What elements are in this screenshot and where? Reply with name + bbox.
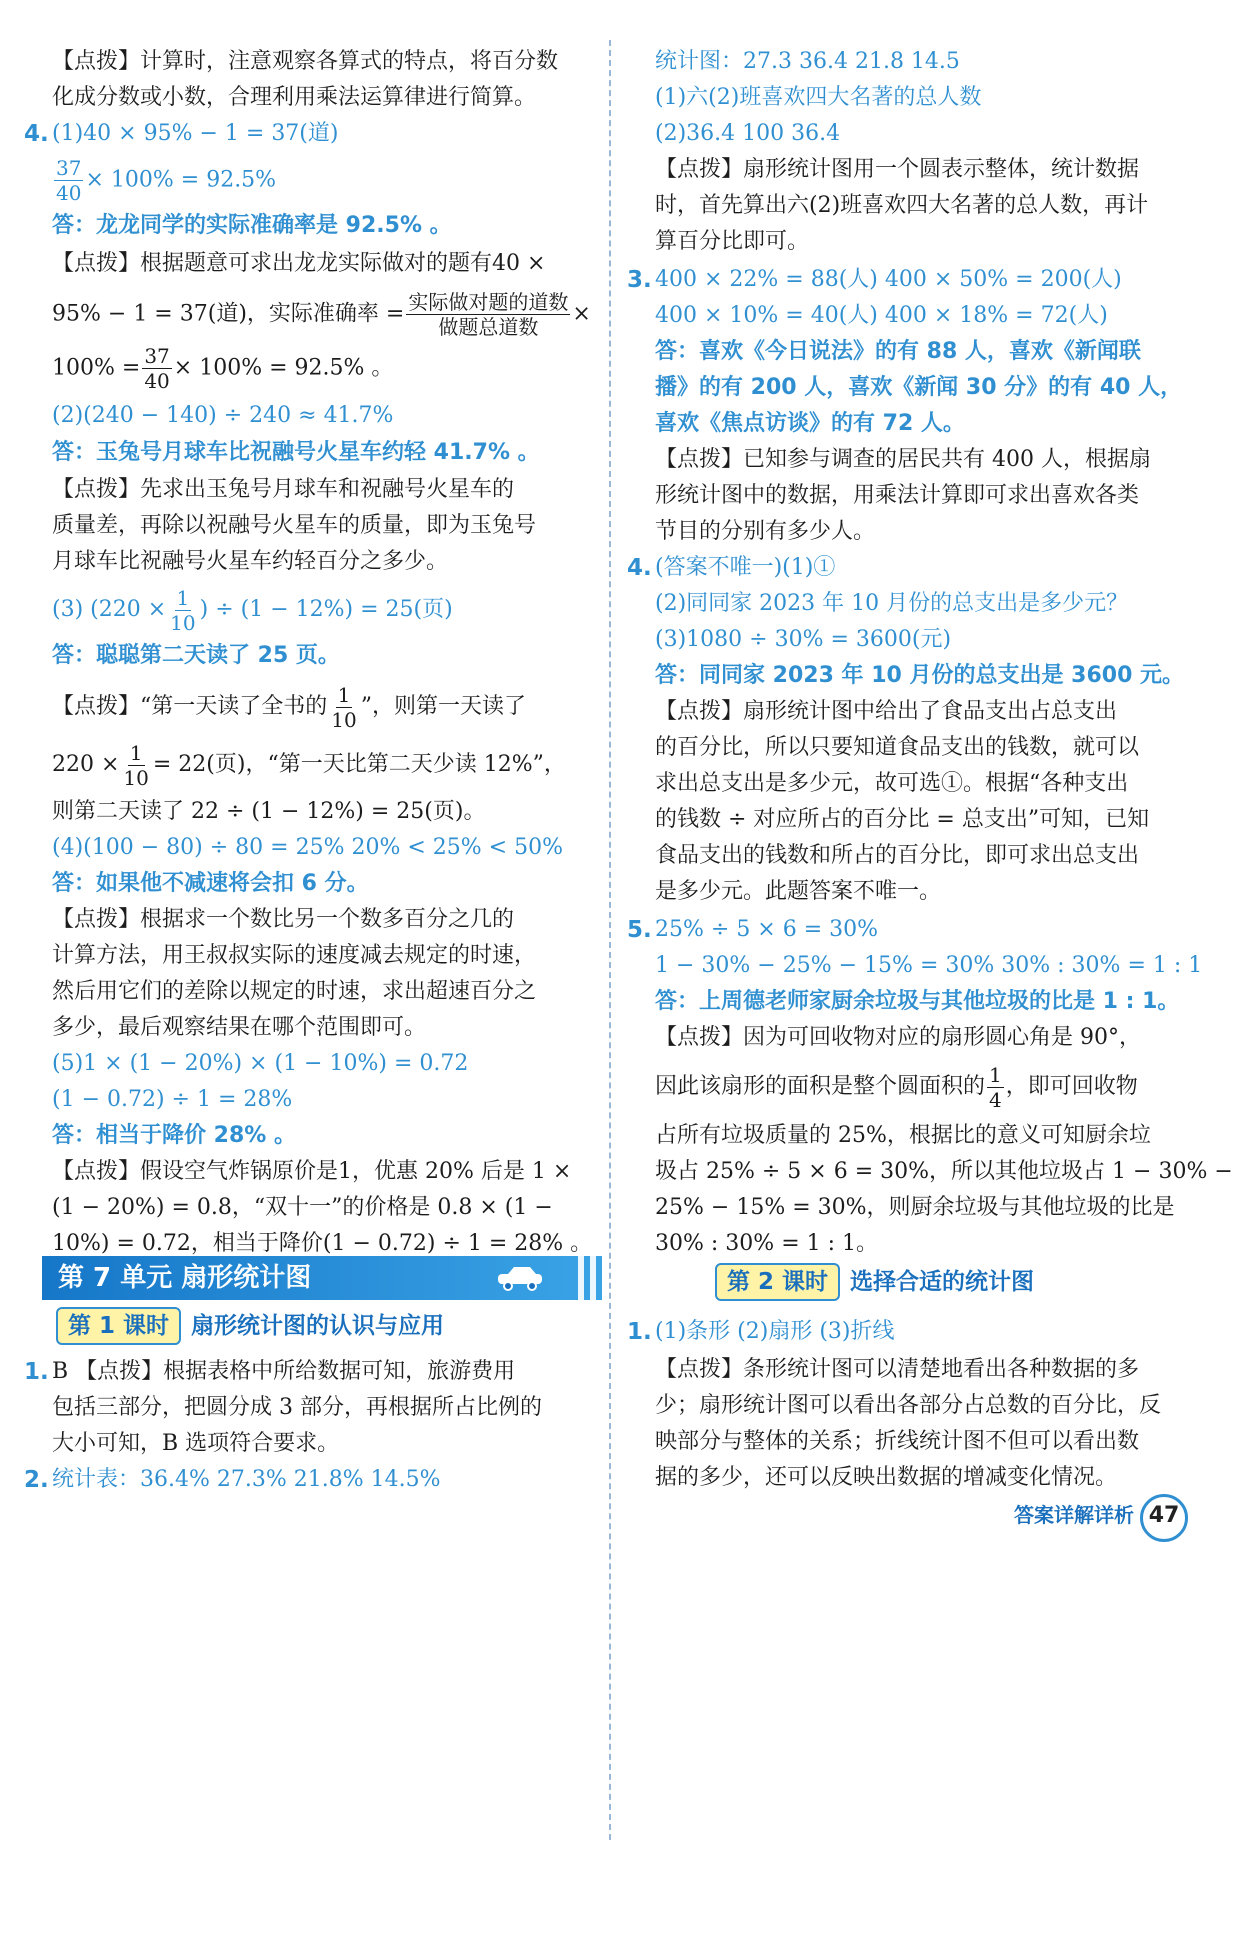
tip-line: 【点拨】根据求一个数比另一个数多百分之几的 xyxy=(52,907,515,932)
answer-line: 400 × 10% = 40(人) 400 × 18% = 72(人) xyxy=(655,303,1108,328)
question-4-part-1: 4. (1)40 × 95% − 1 = 37(道) xyxy=(52,118,338,150)
answer-line: 答：喜欢《今日说法》的有 88 人，喜欢《新闻联 xyxy=(655,339,1141,364)
tip-line: 算百分比即可。 xyxy=(655,229,810,254)
page-footer xyxy=(1014,1494,1188,1542)
question-number: 3. xyxy=(627,267,652,293)
question-number: 1. xyxy=(627,1319,652,1345)
question-4-part-4: (4)(100 − 80) ÷ 80 = 25% 20% < 25% < 50% xyxy=(52,835,563,860)
tip-line: 【点拨】已知参与调查的居民共有 400 人，根据扇 xyxy=(655,447,1151,472)
tip-line: 映部分与整体的关系；折线统计图不但可以看出数 xyxy=(655,1429,1140,1454)
tip-line: 【点拨】因为可回收物对应的扇形圆心角是 90°， xyxy=(655,1025,1141,1050)
tip-line: 的百分比，所以只要知道食品支出的钱数，就可以 xyxy=(655,735,1140,760)
tip-line: 【点拨】假设空气炸锅原价是1，优惠 20% 后是 1 × xyxy=(52,1159,572,1184)
tip-line: 100% = $\frac{37}{40}$ × 100% = 92.5% 。 xyxy=(52,344,394,393)
tip-line: 节目的分别有多少人。 xyxy=(655,519,876,544)
answer-line: (3)1080 ÷ 30% = 3600(元) xyxy=(655,627,952,652)
tip-line: 【点拨】扇形统计图用一个圆表示整体，统计数据 xyxy=(655,157,1140,182)
tip-line: 10%) = 0.72，相当于降价(1 − 0.72) ÷ 1 = 28% 。 xyxy=(52,1231,593,1256)
lesson-title: 扇形统计图的认识与应用 xyxy=(191,1313,445,1339)
unit-banner xyxy=(42,1256,602,1300)
lesson-badge: 第 1 课时 xyxy=(56,1307,181,1345)
question-2: 2. 统计表：36.4% 27.3% 21.8% 14.5% xyxy=(52,1464,441,1496)
tip-line: 据的多少，还可以反映出数据的增减变化情况。 xyxy=(655,1465,1118,1490)
tip-line: 多少，最后观察结果在哪个范围即可。 xyxy=(52,1015,427,1040)
fraction-line: $\frac{37}{40}$ × 100% = 92.5% xyxy=(56,156,277,205)
tip-line: 【点拨】扇形统计图中给出了食品支出占总支出 xyxy=(655,699,1118,724)
question-4-part-5b: (1 − 0.72) ÷ 1 = 28% xyxy=(52,1087,293,1112)
answer-line: 答：相当于降价 28% 。 xyxy=(52,1123,296,1148)
answer-line: 答：玉兔号月球车比祝融号火星车约轻 41.7% 。 xyxy=(52,440,540,465)
tip-line: 质量差，再除以祝融号火星车的质量，即为玉兔号 xyxy=(52,513,537,538)
footer-label: 答案详解详析 xyxy=(1014,1503,1134,1527)
lesson-1-header xyxy=(56,1306,444,1346)
tip-line: 【点拨】“第一天读了全书的 $\frac{1}{10}$ ”，则第一天读了 xyxy=(52,682,526,732)
question-number: 5. xyxy=(627,917,652,943)
question-number: 2. xyxy=(24,1467,49,1493)
tip-line: 大小可知，B 选项符合要求。 xyxy=(52,1431,340,1456)
question-number: 1. xyxy=(24,1359,49,1385)
answer-line: 答：如果他不减速将会扣 6 分。 xyxy=(52,871,369,896)
tip-line: 【点拨】先求出玉兔号月球车和祝融号火星车的 xyxy=(52,477,515,502)
answer-line: 答：龙龙同学的实际准确率是 92.5% 。 xyxy=(52,213,452,238)
answer-line: 统计图：27.3 36.4 21.8 14.5 xyxy=(655,49,960,74)
tip-line: 【点拨】计算时，注意观察各算式的特点，将百分数 xyxy=(52,49,559,74)
question-number: 4. xyxy=(24,121,49,147)
question-number: 4. xyxy=(627,555,652,581)
answer-line: (1)六(2)班喜欢四大名著的总人数 xyxy=(655,85,982,110)
tip-line: 圾占 25% ÷ 5 × 6 = 30%，所以其他垃圾占 1 − 30% − xyxy=(655,1159,1233,1184)
unit-title: 第 7 单元 扇形统计图 xyxy=(58,1263,312,1293)
answer-line: 播》的有 200 人，喜欢《新闻 30 分》的有 40 人， xyxy=(655,375,1183,400)
question-1: 1. (1)条形 (2)扇形 (3)折线 xyxy=(655,1316,894,1348)
tip-line: 的钱数 ÷ 对应所占的百分比 = 总支出”可知，已知 xyxy=(655,807,1150,832)
answer-line: 1 − 30% − 25% − 15% = 30% 30% : 30% = 1 : 1 xyxy=(655,953,1203,978)
tip-line: 月球车比祝融号火星车约轻百分之多少。 xyxy=(52,549,449,574)
question-4: 4. (答案不唯一)(1)① xyxy=(655,552,835,584)
tip-line: 220 × $\frac{1}{10}$ = 22(页)，“第一天比第二天少读 12%”， xyxy=(52,740,566,790)
tip-line: 时，首先算出六(2)班喜欢四大名著的总人数，再计 xyxy=(655,193,1149,218)
car-icon xyxy=(494,1264,550,1292)
question-3: 3. 400 × 22% = 88(人) 400 × 50% = 200(人) xyxy=(655,264,1122,296)
tip-line: 30% : 30% = 1 : 1。 xyxy=(655,1231,879,1256)
lesson-title: 选择合适的统计图 xyxy=(850,1269,1035,1295)
answer-line: (2)36.4 100 36.4 xyxy=(655,121,841,146)
answer-line: (2)同同家 2023 年 10 月份的总支出是多少元？ xyxy=(655,591,1129,616)
question-4-part-3: (3) (220 × $\frac{1}{10}$ ) ÷ (1 − 12%) = 25(页) xyxy=(52,585,453,635)
tip-line: 形统计图中的数据，用乘法计算即可求出喜欢各类 xyxy=(655,483,1140,508)
question-4-part-2: (2)(240 − 140) ÷ 240 ≈ 41.7% xyxy=(52,403,394,428)
page-number: 47 xyxy=(1140,1494,1188,1542)
column-divider xyxy=(609,40,611,1840)
tip-line: 【点拨】根据题意可求出龙龙实际做对的题有40 × xyxy=(52,251,546,276)
tip-line: 计算方法，用王叔叔实际的速度减去规定的时速， xyxy=(52,943,537,968)
tip-line: 因此该扇形的面积是整个圆面积的 $\frac{1}{4}$ ，即可回收物 xyxy=(655,1062,1138,1112)
tip-line: 95% − 1 = 37(道)，实际准确率 = $\frac{\text{实际做对题的道数}}{\text{做题总道数}}$ × xyxy=(52,290,591,339)
tip-line: 求出总支出是多少元，故可选①。根据“各种支出 xyxy=(655,771,1129,796)
tip-line: 然后用它们的差除以规定的时速，求出超速百分之 xyxy=(52,979,537,1004)
tip-line: 则第二天读了 22 ÷ (1 − 12%) = 25(页)。 xyxy=(52,799,486,824)
tip-line: 25% − 15% = 30%，则厨余垃圾与其他垃圾的比是 xyxy=(655,1195,1175,1220)
tip-line: 【点拨】条形统计图可以清楚地看出各种数据的多 xyxy=(655,1357,1140,1382)
tip-line: 化成分数或小数，合理利用乘法运算律进行简算。 xyxy=(52,85,537,110)
tip-line: 食品支出的钱数和所占的百分比，即可求出总支出 xyxy=(655,843,1140,868)
banner-stripes xyxy=(572,1256,596,1300)
tip-line: 包括三部分，把圆分成 3 部分，再根据所占比例的 xyxy=(52,1395,542,1420)
tip-line: 少；扇形统计图可以看出各部分占总数的百分比，反 xyxy=(655,1393,1162,1418)
tip-line: (1 − 20%) = 0.8，“双十一”的价格是 0.8 × (1 − xyxy=(52,1195,553,1220)
answer-line: 答：聪聪第二天读了 25 页。 xyxy=(52,643,340,668)
answer-line: 答：同同家 2023 年 10 月份的总支出是 3600 元。 xyxy=(655,663,1185,688)
answer-line: 喜欢《焦点访谈》的有 72 人。 xyxy=(655,411,965,436)
question-1: 1. B 【点拨】根据表格中所给数据可知，旅游费用 xyxy=(52,1356,515,1388)
lesson-2-header xyxy=(715,1262,1034,1302)
question-4-part-5: (5)1 × (1 − 20%) × (1 − 10%) = 0.72 xyxy=(52,1051,469,1076)
answer-line: 答：上周德老师家厨余垃圾与其他垃圾的比是 1 : 1。 xyxy=(655,989,1180,1014)
tip-line: 是多少元。此题答案不唯一。 xyxy=(655,879,942,904)
lesson-badge: 第 2 课时 xyxy=(715,1263,840,1301)
tip-line: 占所有垃圾质量的 25%，根据比的意义可知厨余垃 xyxy=(655,1123,1151,1148)
question-5: 5. 25% ÷ 5 × 6 = 30% xyxy=(655,914,878,946)
